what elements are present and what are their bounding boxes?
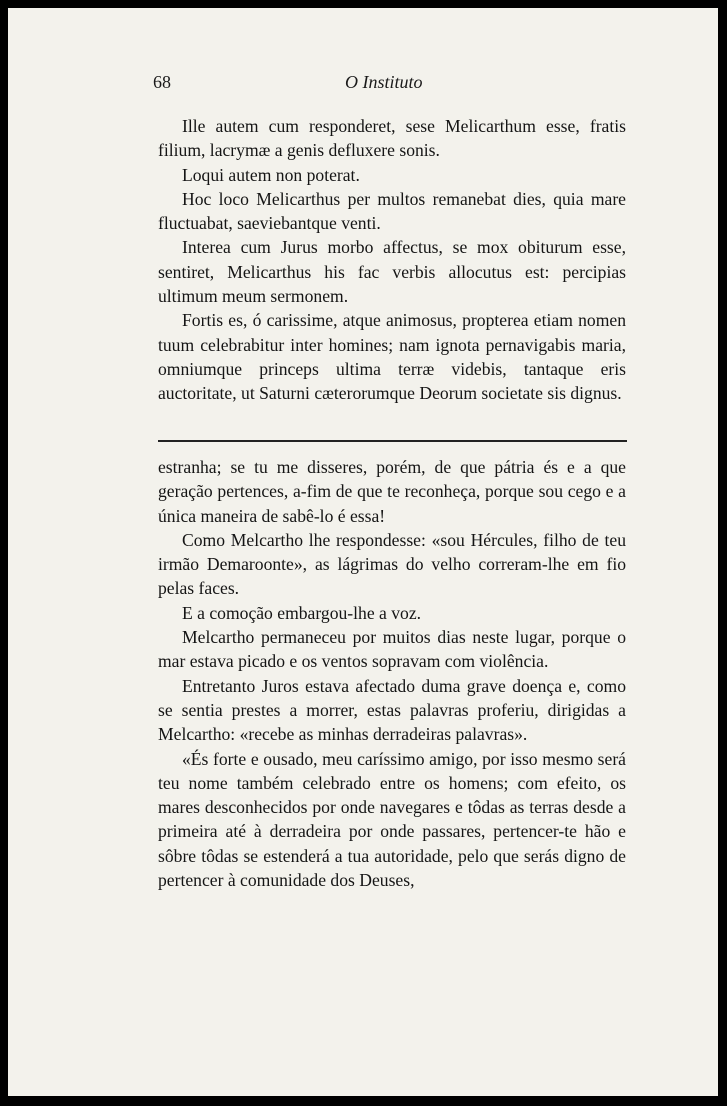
- book-page: [8, 8, 718, 1096]
- portuguese-text-block: [158, 455, 626, 892]
- portuguese-paragraph: Entretanto Juros estava afectado duma grave doença e, como se sentia prestes a morrer, estas palavras proferiu, dirigidas a Melcartho: «recebe as minhas derradeiras palavras».: [158, 675, 626, 745]
- latin-paragraph: Interea cum Jurus morbo affectus, se mox obiturum esse, sentiret, Melicarthus his fac verbis allocutus est: percipias ultimum meum sermonem.: [158, 237, 626, 307]
- page-number: 68: [153, 72, 171, 92]
- latin-paragraph: Fortis es, ó carissime, atque animosus, propterea etiam nomen tuum celebrabitur inter homines; nam ignota pernavigabis maria, omniumque princeps ultima terræ videbis, tantaque eris auctoritate, ut Saturni cæterorumque Deorum societate sis dignus.: [158, 310, 626, 404]
- journal-title: O Instituto: [345, 72, 423, 92]
- section-divider: [158, 440, 627, 442]
- portuguese-paragraph: estranha; se tu me disseres, porém, de que pátria és e a que geração pertences, a-fim de que te reconheça, porque sou cego e a única maneira de sabê-lo é essa!: [158, 457, 626, 526]
- portuguese-paragraph: Como Melcartho lhe respondesse: «sou Hércules, filho de teu irmão Demaroonte», as lágrimas do velho correram-lhe em fio pelas faces.: [158, 529, 626, 599]
- latin-paragraph: Hoc loco Melicarthus per multos remanebat dies, quia mare fluctuabat, saeviebantque venti.: [158, 188, 626, 234]
- portuguese-paragraph: «És forte e ousado, meu caríssimo amigo, por isso mesmo será teu nome também celebrado entre os homens; com efeito, os mares desconhecidos por onde navegares e tôdas as terras desde a primeira até à derradeira por onde passares, pertencer-te hão e sôbre tôdas se estenderá a tua autoridade, pelo que serás digno de pertencer à comunidade dos Deuses,: [158, 748, 626, 891]
- latin-paragraph: Loqui autem non poterat.: [182, 164, 360, 185]
- latin-text-block: [158, 114, 626, 406]
- portuguese-paragraph: Melcartho permaneceu por muitos dias neste lugar, porque o mar estava picado e os ventos sopravam com violência.: [158, 627, 626, 672]
- latin-paragraph: Ille autem cum responderet, sese Melicarthum esse, fratis filium, lacrymæ a genis defluxere sonis.: [158, 116, 626, 161]
- portuguese-paragraph: E a comoção embargou-lhe a voz.: [182, 602, 422, 623]
